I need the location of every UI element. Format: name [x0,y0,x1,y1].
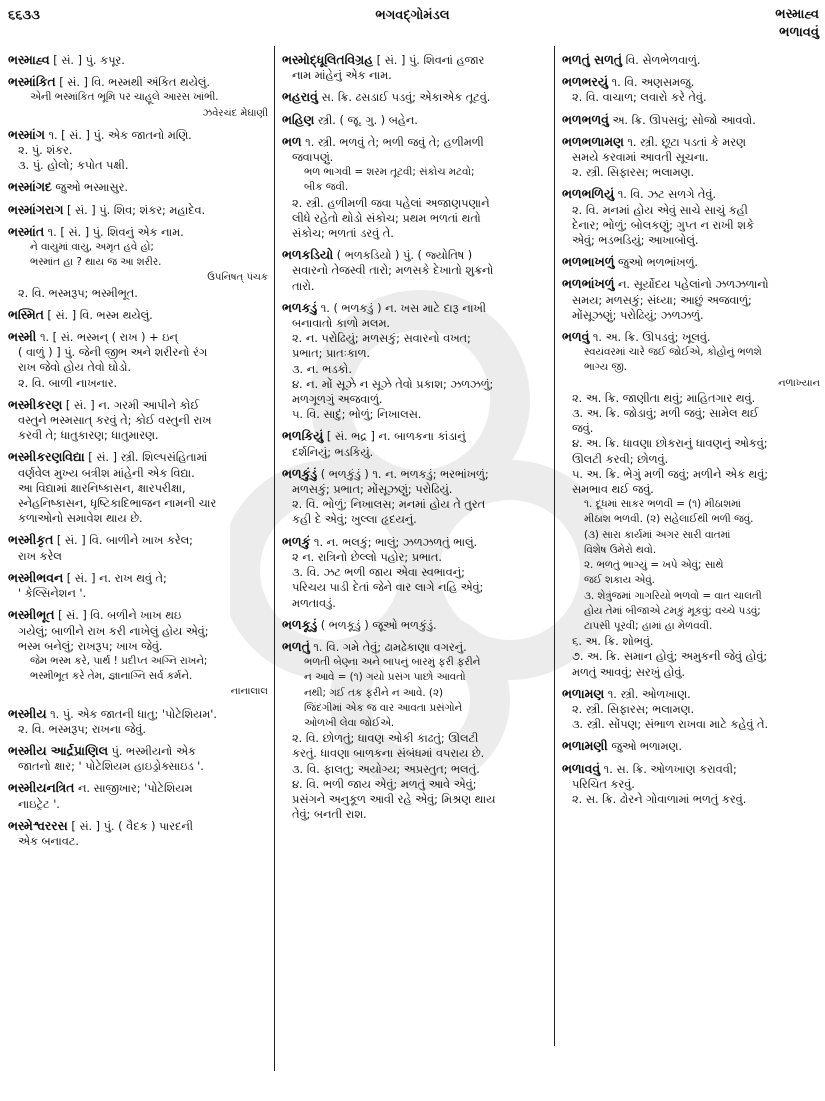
headword: ભળતું [282,638,310,654]
definition-text: [ સં. ] પું. શિવનાં હજાર [376,54,485,67]
headword: ભસ્મોદ્ધૂલિતવિગ્રહ [282,52,374,67]
sense-line: ૨. સ. ક્રિ. ઢોરને ગોવાળામાં ભળતું કરવું. [572,792,747,806]
page-number: ૬૬૩૩ [8,8,40,23]
dictionary-entry [282,617,550,633]
sense-line: ૩. અ. ક્રિ. જોડાવું; મળી જવું; સામેલ થઈ [572,407,759,421]
headword: ભળવું [562,329,590,345]
definition-line: જાતનો ક્ષાર; ' પોટેશિયમ હાઇડ્રોક્સાઇડ '. [18,760,204,774]
entry-line [282,639,550,655]
entry-line [282,52,550,68]
sense-line: ૬. અ. ક્રિ. શોભવું. [572,635,654,649]
entry-line [282,300,550,316]
sense-line: ૨. વિ. ભસ્મરૂપ; ભસ્મીભૂત. [18,286,138,300]
definition-text: ૧. વિ. ગમે તેવું; ઢામઢેકાણા વગરનું. [313,640,467,654]
sense-line: ૫. વિ. સાદું; ભોળું; નિખાલસ. [292,408,422,422]
definition-text: જુઓ ભળભાંખળું. [617,256,698,270]
headword: ભળભળિયું [562,186,615,202]
definition-text: [ સં. ] પું. ( વૈદક ) પારદની [71,819,193,833]
dictionary-entry [8,307,268,323]
definition-text: [ સં. ] પું. શિવ; શંકર; મહાદેવ. [66,203,206,217]
headword: ભળકડિયો [282,247,334,263]
definition-text: [ સં. ] વિ. બાળીને ખાખ કરેલ; [56,534,193,548]
dictionary-entry [282,52,550,83]
headword: ભસ્માંગ [8,126,45,142]
definition-text: [ સં. ] વિ. બળીને ખાખ થઇ [58,609,182,623]
sense-line: ૩. પું. હોલો; કપોત પક્ષી. [18,159,129,173]
entry-line [562,74,820,90]
headword: ભળભાંખળું [562,276,615,292]
sense-line: ૫. અ. ક્રિ. ભેગું મળી જવું; મળીને એક થવું; [572,467,769,481]
usage-quotation: હોય તેમાં બીજાએ ટમકું મૂકવું; વચ્ચે પડવું; [584,604,761,617]
sense-line: ૪. વિ. ભળી જાય એવું; મળતું આવે એવું; [292,777,477,791]
sense-line: ૨. વિ. છોળતું; ધાવણ ઓકી કાઢતું; ઊલટી [292,732,479,746]
definition-text: ૧. વિ. ઝટ સળગે તેવું. [617,188,717,202]
dictionary-entry [8,329,268,391]
usage-quotation: ભળતી બેણ્ના અને બાપનું બારમું ફરી ફરીને [304,656,481,669]
dictionary-entry [562,254,820,270]
definition-line: વર્ણવેલ મુખ્ય બત્રીશ માંહેની એક વિદ્યા. [18,466,195,480]
sense-line: ૪. અ. ક્રિ. ધાવણા છોકરાનું ધાવણનું ઓકવું; [572,437,768,451]
definition-text: ૧. સ્ત્રી. છૂટા પડતાં કે મરણ [627,135,746,149]
entry-line [562,186,820,202]
definition-line: નામ માંહેનું એક નામ. [292,69,392,83]
dictionary-entry [562,112,820,128]
sense-line: ૩. ન. ભડકો. [292,362,352,376]
headword: ભહિણ [282,111,315,127]
entry-line [282,617,550,633]
sense-line: ૨. સ્ત્રી. સિફારસ; ભલામણ. [572,702,695,716]
definition-line: સમય; મળસકું; સંધ્યા; આછું અજવાળું; [572,293,752,307]
definition-text: [ સં. ] સ્ત્રી. શિલ્પસંહિતામાં [88,451,208,465]
definition-text: [ સં. ] પું. કપૂર. [53,54,125,67]
usage-quotation: ન આવે = (૧) ગયો પ્રસંગ પાછો આવતો [304,671,466,684]
definition-line: ' કેલ્સિનેશન '. [18,587,87,601]
entry-line [8,74,268,90]
running-title: ભગવદ્ગોમંડલ [375,8,450,23]
definition-line: સમયે કરવામાં આવતી સૂચના. [572,151,709,165]
dictionary-entry [282,89,550,105]
sense-line: સમભાવ થઈ જવું. [572,483,654,497]
column-divider [554,46,555,1046]
headword: ભસ્મીય આર્દ્રપ્રાણિલ [8,742,108,758]
sense-line: ૪. ન. મોં સૂઝે ન સૂઝે તેવો પ્રકાશ; ઝળઝળું; [292,377,494,391]
definition-line: ગયેલું; બાળીને રાખ કરી નાખેલું હોય એવું; [18,624,209,638]
dictionary-entry [562,761,820,808]
definition-line: મળસકું; પ્રભાત; મોંસૂઝણું; પરોઢિયું. [292,483,453,497]
dictionary-entry [562,186,820,248]
sense-line: ૨. સ્ત્રી. હળીમળી જવા પહેલાં અજાણપણાને [292,196,490,210]
entry-line [282,428,550,444]
headword: ભળકિયું [282,428,324,444]
column-divider [274,46,275,1071]
sense-line: એવું; ભડભડિયું; આખાબોલું. [572,234,699,248]
definition-text: જુઓ ભસ્માસુર. [55,181,129,195]
entry-line [8,706,268,722]
usage-quotation: નથી; ગઈ તક ફરીને ન આવે. (૨) [304,686,444,699]
dictionary-column-2 [282,52,550,1101]
definition-line: દર્શનિયું; ભડકિયું. [292,445,374,459]
definition-text: પું. ભસ્મીયનો એક [111,744,196,758]
entry-line [8,818,268,834]
headword: ભસ્માંગદ [8,179,52,195]
quotation-attribution: નળાખ્યાન [778,377,820,389]
entry-line [8,127,268,143]
definition-line: તારો. [292,279,315,293]
entry-line [282,89,550,105]
dictionary-entry [562,276,820,323]
definition-text: ( ભળકુંડું ) ૧. ન. ભળકડું; ભરભાંખળું; [320,467,489,481]
dictionary-entry [282,534,550,611]
headword: ભળભરયું [562,74,609,90]
entry-line [282,247,550,263]
dictionary-entry [8,780,268,811]
usage-quotation: એની ભસ્માંકિત ભૂમિ પર ચાહૂલે આરસ ખાંભી. [30,91,219,104]
headword: ભળભળામણ [562,133,624,149]
definition-text: ૧. [ સં. ] પું. એક જાતનો મણિ. [48,128,192,142]
headword: ભળકડું [282,299,318,315]
headword: ભસ્મિત [8,306,44,322]
sense-line: જવું. [572,422,594,436]
definition-text: ૧. પું. એક જાતની ધાતુ; 'પોટેશિયમ'. [50,707,217,721]
usage-quotation: ટાપસી પૂરવી; હામાં હા મેળવવી. [584,619,713,632]
usage-quotation: ને વાયુમાં વાયુ, અમૃત હવે હો; [30,241,154,254]
sense-line: ૨ ન. રાત્રિનો છેલ્લો પહોર; પ્રભાત. [292,550,442,564]
dictionary-entry [8,397,268,444]
dictionary-entry [562,686,820,733]
sense-line: પ્રસંગને અનુકૂળ આવી રહે એવું; મિશ્રણ થાય [292,792,496,806]
sense-line: ૩. સ્ત્રી. સોંપણ; સંભાળ રાખવા માટે કહેવું તે. [572,718,769,732]
definition-text: વિ. સેળભેળવાળું. [625,54,701,67]
dictionary-entry [282,247,550,294]
definition-text: ( ભળકૂડું ) જૂઓ ભળકુંડું. [320,618,437,632]
definition-line: કળાઓનો સમાવેશ થાય છે. [18,512,143,526]
headword: ભળકુંડું [282,465,318,481]
entry-line [562,329,820,345]
page-header [0,0,825,50]
entry-line [562,112,820,128]
entry-line [282,534,550,550]
headword: ભસ્મીકરણ [8,396,63,412]
dictionary-entry [282,300,550,423]
entry-line [8,329,268,345]
usage-quotation: ભાગ્ય જી. [584,361,627,374]
headword: ભળામણ [562,685,605,701]
definition-line: નાઇટ્રેટ '. [18,797,60,811]
dictionary-entry [8,179,268,195]
sense-line: કહી દે એવું; ખુલ્લા હૃદયનું. [292,513,417,527]
sense-line: ૨. વિ. વાચાળ; લવારો કરે તેવું. [572,91,707,105]
entry-line [8,52,268,68]
definition-text: [ સં. ભદ્ર ] ન. બાળકના કાંડાનું [326,430,466,444]
headword: ભસ્મી [8,329,37,345]
definition-text: ૧. અ. ક્રિ. ઊપડવું; ખૂલવું. [592,331,711,345]
usage-quotation: ભસ્મીભૂત કરે તેમ, જ્ઞાનાગ્નિ સર્વ કર્મને. [30,670,193,683]
usage-quotation: ૨. ભળતું ભાગ્યું = ખપે એવું; સાથે [584,559,724,572]
headword: ભસ્મીયનત્રિત [8,780,75,796]
entry-line [282,466,550,482]
usage-quotation: જઈ શકાય એવું. [584,574,655,587]
usage-quotation: મીઠાશ ભળવી. (૨) સહેલાઈથી ભળી જવું. [584,513,754,526]
headword: ભસ્મીભૂત [8,607,55,623]
definition-text: ૧. સ્ત્રી. ઓળખાણ. [607,687,691,701]
sense-line: ૨. અ. ક્રિ. જાણીતા થવું; માહિતગાર થવું. [572,391,756,405]
dictionary-entry [8,607,268,699]
headword: ભળ [282,133,302,149]
dictionary-entry [8,449,268,526]
dictionary-entry [562,329,820,680]
sense-line: ૨. ન. પરોઢિયું; મળસકું; સવારનો વખત; [292,332,471,346]
usage-quotation: વિશેષ ઉમેરો થવો. [584,543,657,556]
entry-line [8,307,268,323]
headword: ભસ્મીકૃત [8,532,54,548]
sense-line: ૨. વિ. ભોળું; નિખાલસ; મનમાં હોય તે તુરત [292,498,486,512]
sense-line: તેવું; બનતી રાશ. [292,808,367,822]
entry-line [562,52,820,68]
headword: ભસ્મીકરણવિદ્યા [8,449,85,465]
definition-line: સ્નેહનિષ્કાસન, ધૃષ્ટિકાદિભાજન નામની ચાર [18,497,217,511]
guide-word-last: ભળાવવું [779,25,819,40]
definition-text: ૧. ન. ભલકું; ભાલું; ઝળઝળતું ભાલું. [313,535,478,549]
entry-line [562,738,820,754]
dictionary-entry [282,466,550,528]
sense-line: ઊલટી કરવી; છોળવું. [572,452,669,466]
sense-line: ૩. વિ. ઝટ ભળી જાય એવા સ્વભાવનું; [292,566,465,580]
definition-text: [ સં. ] વિ. ભસ્મ થયેલું. [47,308,153,322]
entry-line [282,134,550,150]
headword: ભળભળવું [562,111,609,127]
definition-line: ભસ્મ બનેલું; રાખરૂપ; ખાખ જેવું. [18,639,163,653]
dictionary-entry [562,134,820,181]
entry-line [282,112,550,128]
definition-line: કરવી તે; ધાતુકારણ; ધાતુમારણ. [18,429,159,443]
sense-line: ૨. વિ. મનમાં હોય એવું સાચે સાચું કહી [572,203,748,217]
headword: ભસ્મીભવન [8,569,64,585]
headword: ભળતું સળતું [562,52,623,67]
sense-line: ૭. અ. ક્રિ. સમાન હોવું; અમુકની જેવું હોવું; [572,650,768,664]
entry-line [562,254,820,270]
entry-line [562,686,820,702]
usage-quotation: ઓળખી લેવા જોઈએ. [304,716,395,729]
definition-text: [ સં. ] વિ. ભસ્મથી અંકિત થયેલું. [59,76,210,90]
definition-text: સ. ક્રિ. ઢસડાઈ પડવું; એકાએક તૂટવું. [321,91,491,105]
headword: ભસ્માંગરાગ [8,201,64,217]
sense-line: ૨. વિ. બાળી નાખનાર. [18,376,118,390]
definition-line: આ વિદ્યામાં ક્ષારનિષ્કાસન, ક્ષારપરીક્ષા, [18,481,186,495]
usage-quotation: જેમ ભસ્મ કરે, પાર્થ ! પ્રદીપ્ત અગ્નિ રાખને; [30,654,208,667]
quotation-attribution: નાનાલાલ [230,686,268,698]
dictionary-entry [562,738,820,754]
definition-text: ૧. વિ. અણસમજુ. [611,76,695,90]
entry-line [8,607,268,623]
quotation-attribution: ઝવેરચંદ મેઘાણી [202,107,268,119]
dictionary-entry [8,202,268,218]
entry-line [8,449,268,465]
definition-text: ૧. સ્ત્રી. ભળવું તે; ભળી જવું તે; હળીમળી [305,135,484,149]
dictionary-column-3 [562,52,820,1101]
dictionary-entry [8,706,268,737]
quotation-attribution: ઉપનિષત્ પંચક [207,272,268,284]
definition-text: અ. ક્રિ. ઊપસવું; સોજો આવવો. [612,113,756,127]
entry-line [562,134,820,150]
definition-line: સવારનો તેજસ્વી તારો; મળસકે દેખાતો શુક્રનો [292,264,494,278]
definition-text: ન. સાજીખાર; 'પોટેશિયમ [77,782,193,796]
dictionary-entry [562,74,820,105]
definition-text: સ્ત્રી. ( જૂ. ગુ. ) બહેન. [317,113,418,127]
usage-quotation: જિંદગીમાં એક જ વાર આવતા પ્રસંગોને [304,701,463,714]
usage-quotation: (૩) સારા કાર્યમાં અગર સારી વાતમાં [584,528,731,541]
sense-line: ૩. વિ. ફાલતુ; અયોગ્ય; અપ્રસ્તુત; ભલતું. [292,762,480,776]
dictionary-entry [8,743,268,774]
entry-line [8,780,268,796]
entry-line [8,202,268,218]
definition-line: જવાપણું. [292,151,334,165]
sense-line: ૨. વિ. ભસ્મરૂપ; રાખના જેવું. [18,722,146,736]
entry-line [562,761,820,777]
definition-line: વસ્તુને ભસ્મસાત્ કરવું તે; કોઈ વસ્તુની રાખ [18,414,212,428]
definition-text: ૧. સ. ક્રિ. ઓળખાણ કરાવવી; [603,762,737,776]
entry-line [8,224,268,240]
headword: ભળાવવું [562,760,601,776]
guide-words [775,6,819,42]
definition-text: ( ભળકડિયો ) પું. ( જ્યોતિષ ) [336,249,473,263]
dictionary-entry [8,532,268,563]
usage-quotation: ૩. શેત્રુંજમાં ગાગરિયો ભળવો = વાત ચાલતી [584,589,762,602]
definition-text: ૧. [ સં. ] પું. શિવનું એક નામ. [47,225,184,239]
entry-line [8,532,268,548]
headword: ભળામણી [562,738,608,754]
definition-line: પરિચિત કરવું. [572,777,635,791]
dictionary-column-1 [8,52,268,1101]
definition-line: એક બનાવટ. [18,834,79,848]
dictionary-entry [282,134,550,241]
dictionary-entry [8,224,268,301]
sense-line: પરિચય પાડી દેતાં જેને વાર લાગે નહિ એવું; [292,581,484,595]
definition-text: ૧. ( ભળકડું ) ન. ખસ માટે દારૂ નાખી [320,301,486,315]
definition-text: [ સં. ] ન. ગરમી આપીને કોઈ [65,398,200,412]
dictionary-entry [282,112,550,128]
entry-line [8,743,268,759]
dictionary-entry [562,52,820,68]
dictionary-entry [8,127,268,174]
sense-line: દેનાર; ભોળું; બોલકણું; ગુપ્ત ન રાખી શકે [572,218,754,232]
sense-line: મળતાવડું. [292,596,336,610]
sense-line: મળગૂળગું અજવાળું. [292,393,383,407]
definition-text: ન. સૂર્યોદય પહેલાંનો ઝળઝળાનો [617,278,769,292]
definition-line: મોંસૂઝણું; પરોઢિયું; ઝળઝળું. [572,308,704,322]
dictionary-entry [8,74,268,121]
definition-line: ( વાળું ) ] પું. જેની જીભ અને શરીરનો રંગ [18,346,208,360]
usage-quotation: ૧. દૂધમાં સાકર ભળવી = (૧) મીઠાશમાં [584,498,741,511]
usage-quotation: ભળ ભાગવી = શરમ તૂટવી; સંકોચ મટવો; [304,166,475,179]
definition-line: રાખ જેવો હોય તેવો ઘોડો. [18,361,132,375]
headword: ભસ્માહ્વ [8,52,50,67]
sense-line: સંકોચ; ભળતાં ડરવું તે. [292,227,394,241]
headword: ભસ્મીય [8,705,47,721]
dictionary-entry [282,428,550,459]
usage-quotation: સ્વયંવરમાં ચારે જઈ જોઈએ, કોહોનું ભળશે [584,346,762,359]
dictionary-entry [282,639,550,822]
usage-quotation: બીક જવી. [304,181,349,194]
definition-line: બનાવાતો કાળો મલમ. [292,317,391,331]
headword: ભસ્માંકિત [8,74,56,90]
headword: ભહરાવું [282,89,318,105]
sense-line: ૨. સ્ત્રી. સિફારસ; ભલામણ. [572,166,695,180]
definition-line: રાખ કરેલ [18,549,62,563]
definition-text: જુઓ ભળામણ. [611,740,682,754]
guide-word-first: ભસ્માહ્વ [775,7,819,22]
sense-line: ૨. પું. શંકર. [18,144,73,158]
sense-line: મળતું આવવું; સરખું હોવું. [572,665,686,679]
definition-text: [ સં. ] ન. રાખ થવું તે; [66,571,167,585]
headword: ભળકૂડું [282,616,318,632]
usage-quotation: ભસ્માંત હા ? થાય જ આ શરીર. [30,256,162,269]
sense-line: કરતું. ધાવણા બાળકના સંબંધમાં વપરાય છે. [292,747,485,761]
dictionary-entry [8,818,268,849]
entry-line [8,397,268,413]
entry-line [8,570,268,586]
entry-line [8,179,268,195]
headword: ભળકું [282,533,311,549]
entry-line [562,276,820,292]
definition-text: ૧. [ સં. ભસ્મન્ ( રાખ ) + ઇન્ [39,331,178,345]
dictionary-entry [8,52,268,68]
sense-line: લીધે રહેતો થોડો સંકોચ; પ્રથમ ભળતાં થતો [292,211,481,225]
headword: ભસ્માંત [8,223,45,239]
sense-line: પ્રભાત; પ્રાતઃકાળ. [292,347,371,361]
headword: ભળભાખળું [562,254,615,270]
dictionary-entry [8,570,268,601]
headword: ભસ્મેશ્વરરસ [8,817,68,833]
